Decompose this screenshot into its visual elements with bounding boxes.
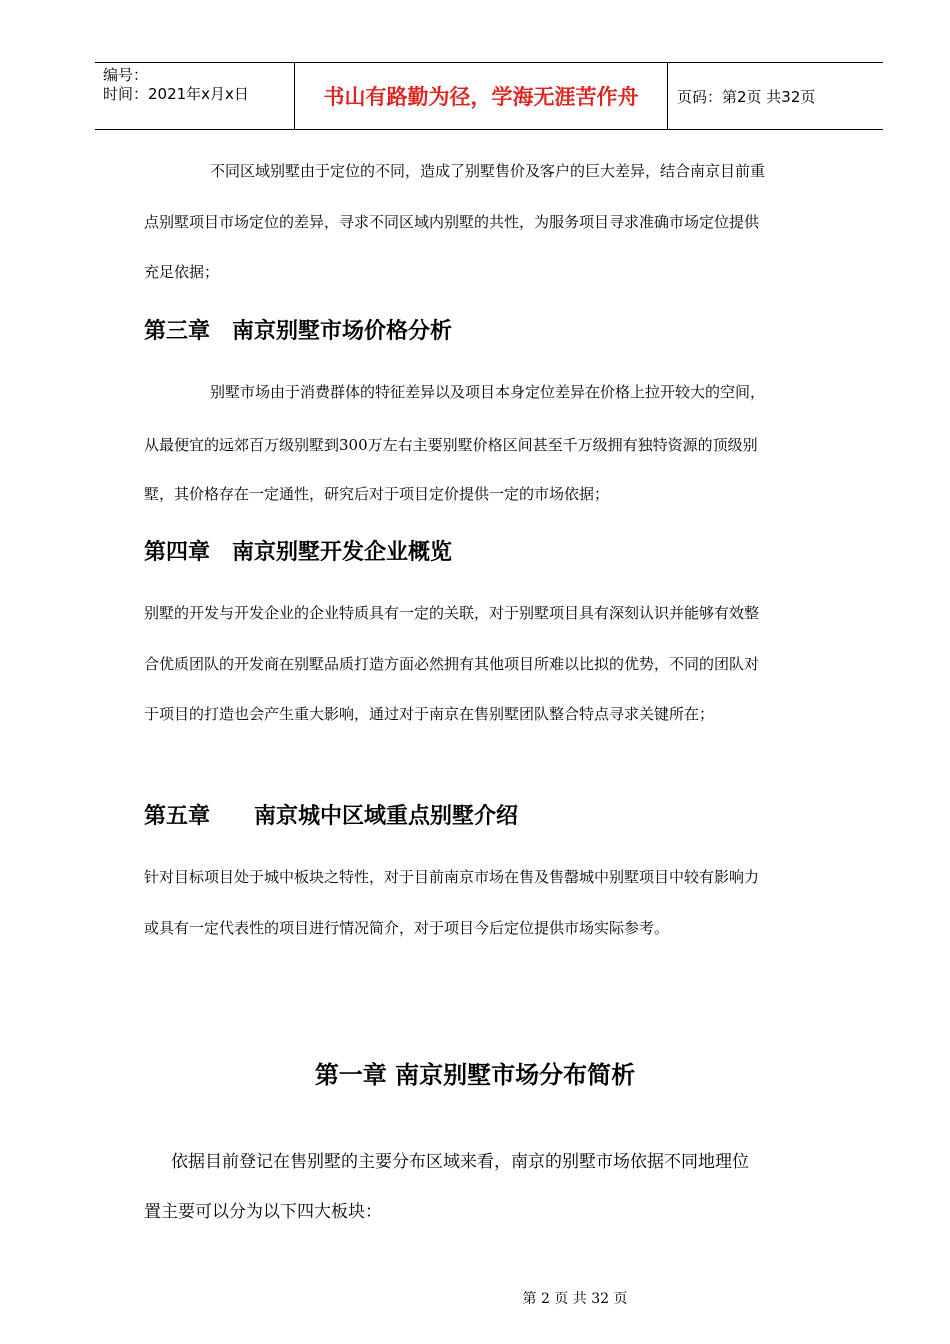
chapter3-heading: 第三章 南京别墅市场价格分析 [144,319,453,344]
chapter5-line: 针对目标项目处于城中板块之特性，对于目前南京市场在售及售罄城中别墅项目中较有影响力 [144,868,760,886]
chapter1-title: 第一章 南京别墅市场分布简析 [314,1061,636,1089]
header-page-info: 页码：第2页 共32页 [677,87,816,106]
chapter4-heading: 第四章 南京别墅开发企业概览 [144,540,453,565]
serial-label: 编号： [103,66,149,84]
chapter4-line: 合优质团队的开发商在别墅品质打造方面必然拥有其他项目所难以比拟的优势，不同的团队对 [144,655,760,673]
chapter5-heading: 第五章 南京城中区域重点别墅介绍 [144,804,519,829]
chapter1-line: 置主要可以分为以下四大板块： [144,1202,382,1222]
time-label: 时间：2021年x月x日 [103,85,249,103]
chapter4-line: 于项目的打造也会产生重大影响，通过对于南京在售别墅团队整合特点寻求关键所在； [144,705,715,723]
header-motto: 书山有路勤为径，学海无涯苦作舟 [323,85,639,109]
chapter3-line: 别墅市场由于消费群体的特征差异以及项目本身定位差异在价格上拉开较大的空间， [210,383,766,401]
page-footer: 第 2 页 共 32 页 [522,1291,628,1307]
header-motto-cell [295,63,668,129]
intro-line: 不同区域别墅由于定位的不同，造成了别墅售价及客户的巨大差异，结合南京目前重 [210,162,766,180]
chapter3-line: 从最便宜的远郊百万级别墅到300万左右主要别墅价格区间甚至千万级拥有独特资源的顶级别 [144,436,758,454]
chapter5-line: 或具有一定代表性的项目进行情况简介，对于项目今后定位提供市场实际参考。 [144,919,670,937]
chapter3-line: 墅，其价格存在一定通性，研究后对于项目定价提供一定的市场依据； [144,485,610,503]
header-page-cell [668,63,883,129]
header-meta-cell [95,63,295,129]
chapter1-line: 依据目前登记在售别墅的主要分布区域来看，南京的别墅市场依据不同地理位 [171,1152,749,1172]
chapter4-line: 别墅的开发与开发企业的企业特质具有一定的关联，对于别墅项目具有深刻认识并能够有效整 [144,604,760,622]
page-header [95,62,883,130]
intro-line: 点别墅项目市场定位的差异，寻求不同区域内别墅的共性，为服务项目寻求准确市场定位提供 [144,213,760,231]
intro-line: 充足依据； [144,263,220,281]
